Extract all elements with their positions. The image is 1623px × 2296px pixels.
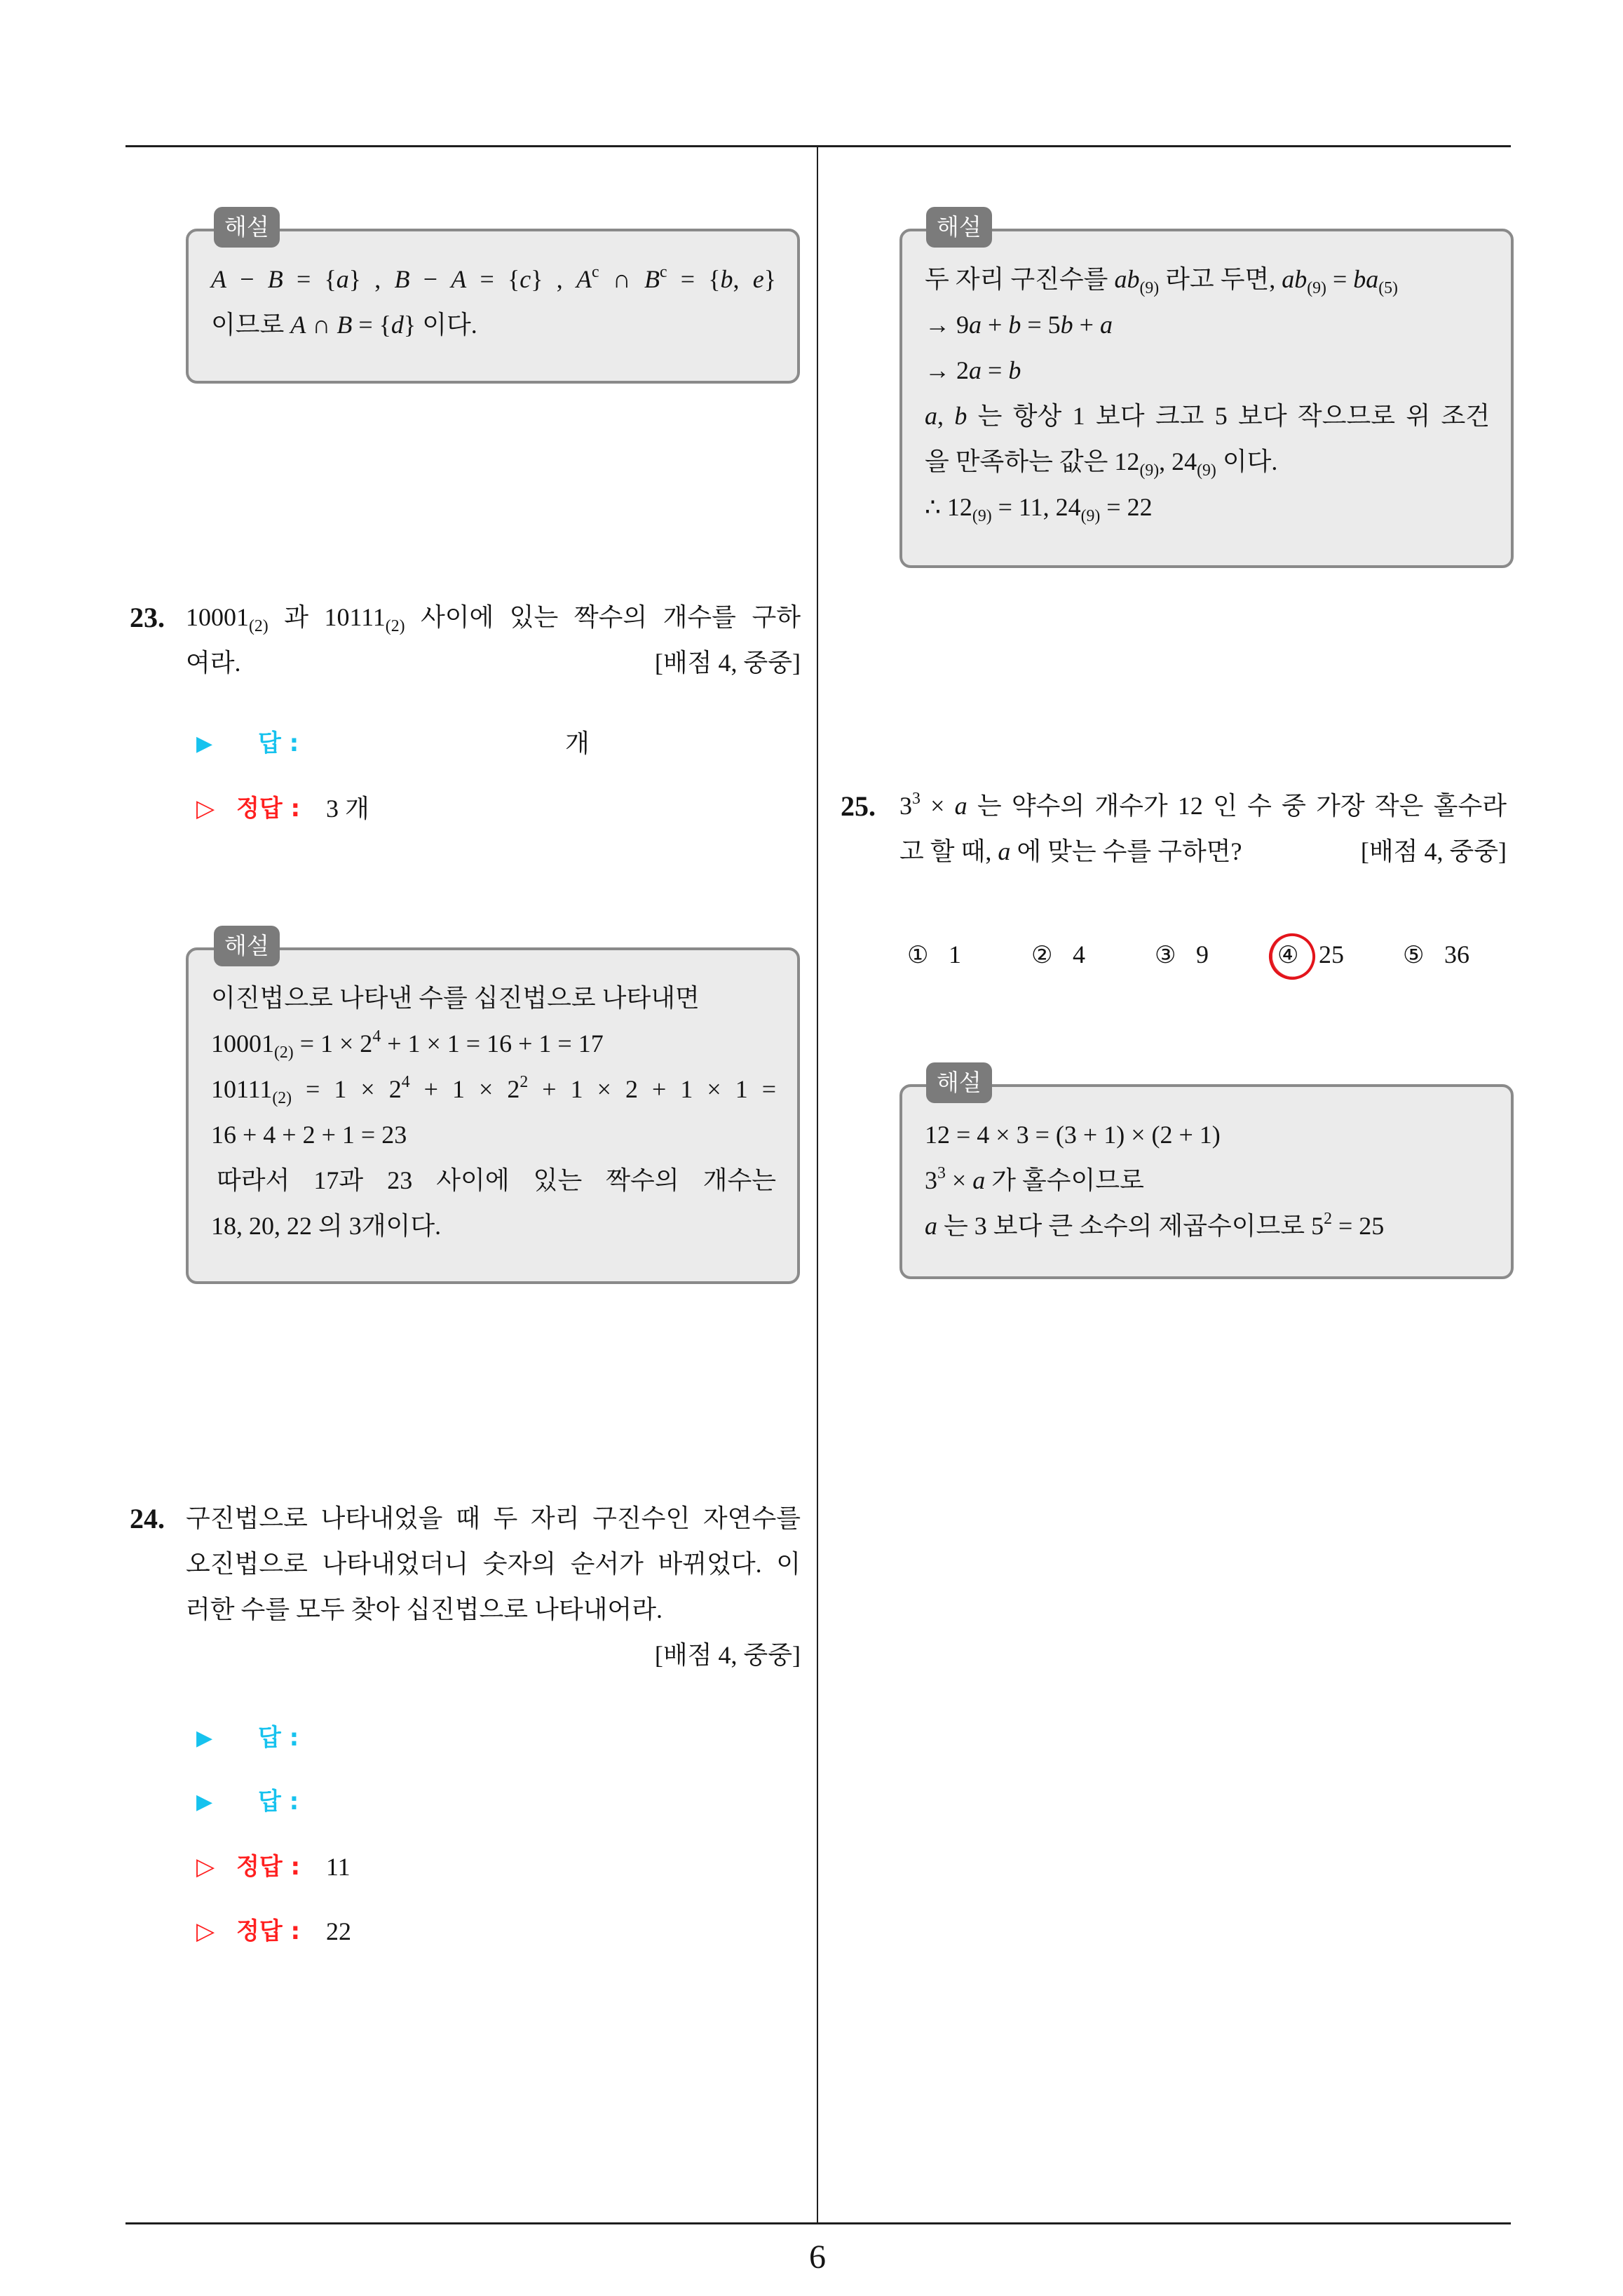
math-variable: ab [1114, 265, 1140, 293]
math-variable: a [969, 356, 982, 384]
text-run: 고 할 때, [899, 837, 998, 865]
text-run: = { [466, 265, 520, 293]
math-variable: A [576, 265, 592, 293]
choice-symbol: ④ [1277, 941, 1299, 969]
correct-answer-value: 11 [326, 1853, 351, 1881]
math-variable: e [752, 265, 764, 293]
text-run: ∩ [599, 265, 644, 293]
text-run: 에 맞는 수를 구하면? [1010, 837, 1242, 865]
solution-line [211, 257, 776, 302]
text-run: 3 [925, 1166, 937, 1194]
superscript: c [591, 263, 599, 282]
correct-answer-row [196, 1844, 771, 1890]
points-label: [배점 4, 중중] [1360, 837, 1507, 865]
text-run: ∩ [306, 311, 337, 339]
text-run: + 1 × 1 = 16 + 1 = 17 [381, 1029, 604, 1058]
math-variable: ab [1282, 265, 1308, 293]
text-run: + 1 × 2 + 1 × 1 = [528, 1075, 777, 1103]
question-line-text [186, 640, 241, 686]
correct-answer-label: 정답 : [236, 795, 301, 823]
math-variable: b [1008, 356, 1021, 384]
solution-line [925, 439, 1490, 485]
solution-line [211, 1067, 776, 1112]
question-line [186, 640, 801, 686]
text-run: , [937, 402, 955, 430]
text-run: = 5 [1021, 311, 1061, 339]
question-number: 24. [130, 1503, 165, 1534]
solution-tab: 해설 [926, 1062, 992, 1103]
subscript: (9) [1307, 278, 1326, 297]
solution-line [925, 257, 1490, 302]
text-run: 여라. [186, 649, 241, 677]
math-variable: c [520, 265, 531, 293]
solution-line [925, 485, 1490, 530]
question-text [899, 783, 1507, 874]
text-run: + 1 × 2 [409, 1075, 520, 1103]
math-variable: B [267, 265, 283, 293]
text-run: 는 약수의 개수가 12 인 수 중 가장 작은 홀수라 [967, 792, 1507, 820]
text-run: = 1 × 2 [293, 1029, 373, 1058]
column-divider [817, 147, 818, 2223]
text-run: + [1073, 311, 1100, 339]
subscript: (9) [972, 506, 992, 525]
text-run: − [226, 265, 268, 293]
solution-line [925, 1203, 1490, 1249]
subscript: (9) [1197, 461, 1216, 480]
superscript: 4 [401, 1073, 410, 1092]
question-line [186, 1541, 801, 1587]
math-variable: b [720, 265, 733, 293]
choice-3 [1155, 932, 1209, 978]
text-run: = { [667, 265, 721, 293]
text-run: 10111 [211, 1075, 273, 1103]
math-variable: a [998, 837, 1011, 865]
answer-row [196, 1715, 771, 1761]
text-run: − [409, 265, 451, 293]
outline-triangle-icon: ▷ [196, 1917, 215, 1945]
math-variable: b [1008, 311, 1021, 339]
text-run: 이므로 [211, 311, 291, 339]
text-run: 12 = 4 × 3 = (3 + 1) × (2 + 1) [925, 1121, 1221, 1149]
math-variable: a [336, 265, 349, 293]
solution-line [925, 1158, 1490, 1203]
text-run: = { [283, 265, 337, 293]
correct-answer-value: 22 [326, 1917, 351, 1945]
math-variable: a [925, 1212, 937, 1240]
text-run: } , [348, 265, 395, 293]
text-run: 과 10111 [268, 603, 386, 631]
text-run: = [982, 356, 1009, 384]
superscript: 3 [912, 790, 921, 809]
choice-4 [1277, 932, 1344, 978]
choice-value: 4 [1073, 940, 1085, 968]
math-variable: a [954, 792, 967, 820]
subscript: (5) [1378, 278, 1398, 297]
answer-row [196, 1779, 771, 1825]
math-variable: B [644, 265, 660, 293]
subscript: (2) [274, 1043, 294, 1062]
text-run: 16 + 4 + 2 + 1 = 23 [211, 1121, 407, 1149]
subscript: (9) [1139, 461, 1160, 480]
text-run: 을 만족하는 값은 12 [925, 447, 1140, 475]
choice-symbol: ② [1031, 941, 1053, 969]
solution-line [925, 1112, 1490, 1158]
question-line [186, 595, 801, 640]
choice-5 [1403, 932, 1469, 978]
question-number: 23. [130, 602, 165, 633]
text-run: = 25 [1331, 1212, 1385, 1240]
subscript: (2) [272, 1088, 292, 1107]
text-run: = { [352, 311, 391, 339]
text-run: 가 홀수이므로 [985, 1166, 1144, 1194]
math-variable: a [925, 402, 937, 430]
math-variable: ba [1353, 265, 1379, 293]
math-variable: A [451, 265, 467, 293]
solution-box [899, 229, 1514, 568]
correct-answer-value: 3 개 [326, 795, 369, 823]
math-variable: B [337, 311, 353, 339]
superscript: 4 [372, 1027, 381, 1046]
choice-2 [1031, 932, 1085, 978]
solution-box [899, 1084, 1514, 1279]
solution-line [925, 302, 1490, 348]
math-variable: b [1060, 311, 1073, 339]
solution-line [211, 1021, 776, 1067]
text-run: 이진법으로 나타낸 수를 십진법으로 나타내면 [211, 984, 700, 1012]
math-variable: B [394, 265, 410, 293]
choice-symbol: ① [907, 941, 929, 969]
math-variable: a [972, 1166, 986, 1194]
superscript: 3 [937, 1164, 946, 1183]
subscript: (9) [1139, 278, 1160, 297]
subscript: (9) [1080, 506, 1101, 525]
solution-box [186, 947, 800, 1284]
solution-line [211, 302, 776, 348]
solution-line [925, 393, 1490, 439]
math-variable: d [391, 311, 404, 339]
superscript: 2 [520, 1073, 529, 1092]
question-number: 25. [841, 790, 876, 822]
question-line [899, 783, 1507, 829]
correct-answer-label: 정답 : [236, 1853, 301, 1881]
math-variable: A [211, 265, 226, 293]
text-run: 오진법으로 나타내었더니 숫자의 순서가 바뀌었다. 이 [186, 1550, 801, 1578]
correct-answer-row [196, 1909, 771, 1954]
subscript: (2) [249, 616, 269, 635]
text-run: → 2 [925, 356, 969, 384]
text-run: = [1326, 265, 1354, 293]
text-run: + [982, 311, 1009, 339]
superscript: c [659, 263, 667, 282]
solution-box [186, 229, 800, 384]
choice-symbol: ③ [1155, 941, 1176, 969]
text-run: = 22 [1100, 493, 1153, 521]
answer-row [196, 721, 771, 767]
text-run: 사이에 있는 짝수의 개수를 구하 [405, 603, 801, 631]
choice-value: 9 [1196, 940, 1209, 968]
text-run: 는 3 보다 큰 소수의 제곱수이므로 5 [937, 1212, 1324, 1240]
text-run: = 1 × 2 [292, 1075, 402, 1103]
text-run: } 이다. [403, 311, 477, 339]
text-run: 이다. [1216, 447, 1278, 475]
outline-triangle-icon: ▷ [196, 795, 215, 823]
question-line-text [899, 829, 1242, 874]
solution-tab: 해설 [926, 207, 992, 248]
solution-line [211, 1112, 776, 1158]
bottom-rule [125, 2222, 1511, 2224]
text-run: → 9 [925, 311, 969, 339]
solution-line [925, 348, 1490, 393]
text-run: , [733, 265, 753, 293]
text-run: 10001 [211, 1029, 274, 1058]
points-label: [배점 4, 중중] [654, 1641, 801, 1669]
text-run: , 24 [1159, 447, 1197, 475]
text-run: } , [531, 265, 576, 293]
text-run: 러한 수를 모두 찾아 십진법으로 나타내어라. [186, 1595, 663, 1623]
question-text [186, 595, 801, 686]
page-number: 6 [809, 2238, 826, 2276]
play-triangle-icon: ▶ [196, 1726, 213, 1750]
math-variable: a [969, 311, 982, 339]
subscript: (2) [385, 616, 405, 635]
text-run: = 11, 24 [991, 493, 1081, 521]
choice-value: 36 [1444, 940, 1469, 968]
math-variable: b [954, 402, 967, 430]
text-run: 따라서 17과 23 사이에 있는 짝수의 개수는 [217, 1166, 776, 1194]
text-run: 10001 [186, 603, 249, 631]
choice-symbol: ⑤ [1403, 941, 1425, 969]
choice-value: 25 [1319, 940, 1344, 968]
superscript: 2 [1324, 1210, 1332, 1229]
correct-answer-label: 정답 : [236, 1917, 301, 1945]
solution-line [211, 1203, 776, 1249]
answer-label: 답 : [258, 729, 299, 757]
text-run: 라고 두면, [1159, 265, 1282, 293]
points-label: [배점 4, 중중] [654, 649, 801, 677]
answer-label: 답 : [258, 1788, 299, 1816]
text-run: 18, 20, 22 의 3개이다. [211, 1212, 442, 1240]
solution-tab: 해설 [214, 207, 280, 248]
play-triangle-icon: ▶ [196, 731, 213, 756]
choice-value: 1 [949, 940, 961, 968]
text-run: 는 항상 1 보다 크고 5 보다 작으므로 위 조건 [967, 402, 1490, 430]
correct-answer-row [196, 786, 771, 832]
answer-label: 답 : [258, 1724, 299, 1752]
text-run: 구진법으로 나타내었을 때 두 자리 구진수인 자연수를 [186, 1504, 801, 1532]
solution-line [211, 975, 776, 1021]
play-triangle-icon: ▶ [196, 1790, 213, 1814]
question-line [186, 1587, 801, 1633]
choice-1 [907, 932, 961, 978]
top-rule [125, 145, 1511, 147]
text-run: } [763, 265, 777, 293]
text-run: × [920, 792, 955, 820]
text-run: 두 자리 구진수를 [925, 265, 1115, 293]
math-variable: A [290, 311, 306, 339]
question-line [899, 829, 1507, 874]
math-variable: a [1099, 311, 1113, 339]
text-run: ∴ 12 [925, 493, 972, 521]
question-line [186, 1496, 801, 1541]
text-run: 3 [899, 792, 912, 820]
answer-unit: 개 [565, 729, 590, 757]
solution-tab: 해설 [214, 926, 280, 966]
text-run: × [945, 1166, 973, 1194]
solution-line [211, 1158, 776, 1203]
question-text [186, 1496, 801, 1678]
outline-triangle-icon: ▷ [196, 1853, 215, 1881]
